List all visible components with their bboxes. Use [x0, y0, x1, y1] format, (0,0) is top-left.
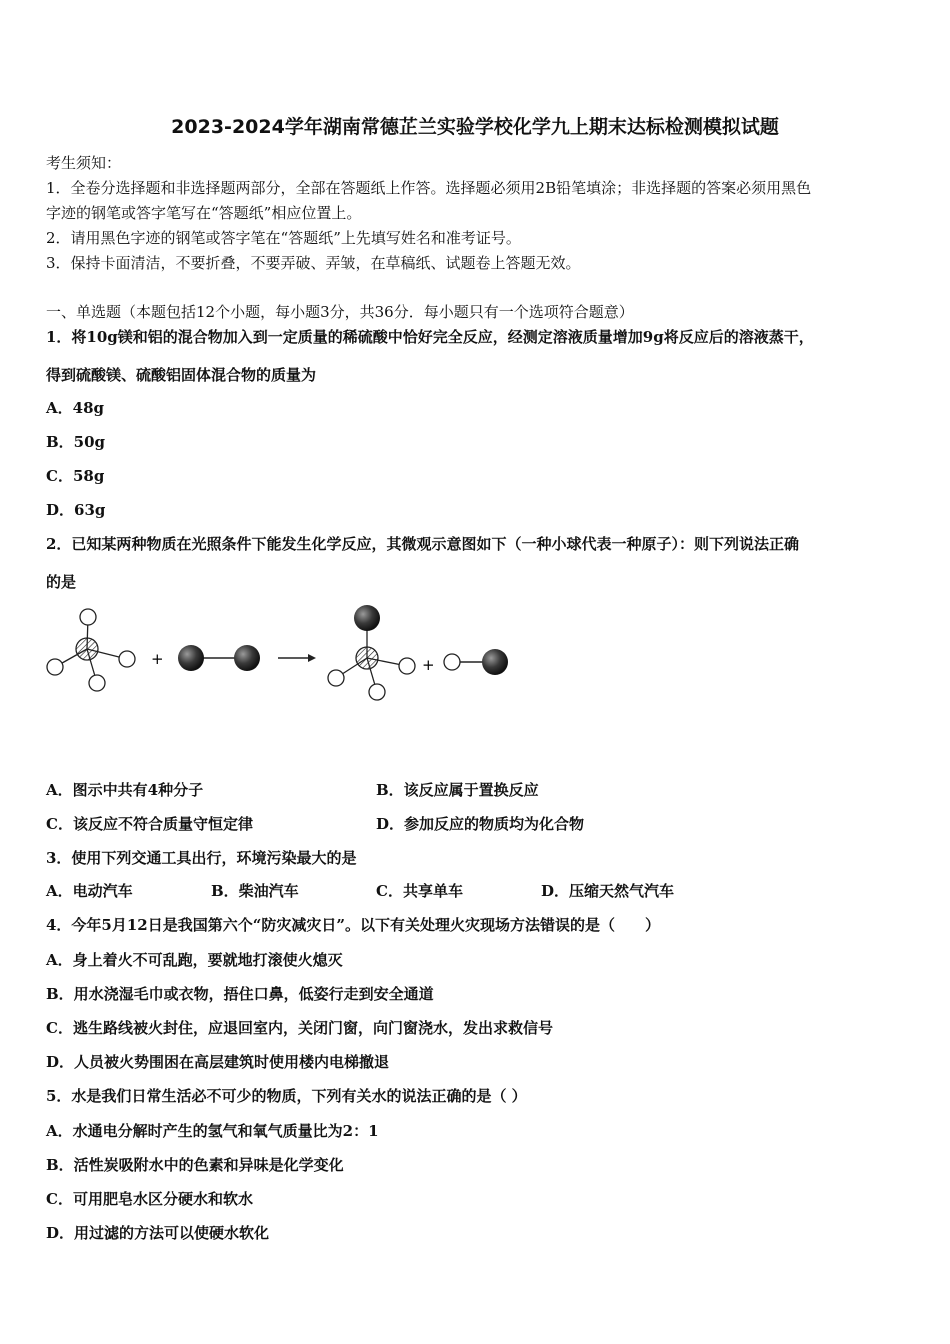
q5-option-a: A．水通电分解时产生的氢气和氧气质量比为2：1 — [46, 1122, 379, 1140]
reaction-diagram — [40, 600, 540, 710]
chlorine-molecule — [178, 645, 260, 671]
q1-option-a: A．48g — [46, 399, 105, 417]
notice-item-1: 1．全卷分选择题和非选择题两部分，全部在答题纸上作答。选择题必须用2B铅笔填涂；非选择题的答案必须用黑色 — [46, 179, 812, 197]
hydrogen-chloride-molecule — [444, 649, 508, 675]
q1-stem-line2: 得到硫酸镁、硫酸铝固体混合物的质量为 — [46, 366, 317, 384]
plus-sign-1: + — [151, 650, 164, 668]
reaction-arrow — [278, 654, 316, 662]
q5-stem: 5．水是我们日常生活必不可少的物质，下列有关水的说法正确的是（ ） — [46, 1087, 527, 1105]
q1-option-b: B．50g — [46, 433, 106, 451]
notice-heading: 考生须知： — [46, 154, 122, 172]
q3-stem: 3．使用下列交通工具出行，环境污染最大的是 — [46, 849, 357, 867]
q5-option-d: D．用过滤的方法可以使硬水软化 — [46, 1224, 270, 1242]
q3-option-b: B．柴油汽车 — [211, 882, 299, 900]
q1-option-c: C．58g — [46, 467, 105, 485]
q4-option-d: D．人员被火势围困在高层建筑时使用楼内电梯撤退 — [46, 1053, 390, 1071]
q3-option-d: D．压缩天然气汽车 — [541, 882, 675, 900]
q4-option-a: A．身上着火不可乱跑，要就地打滚使火熄灭 — [46, 951, 343, 969]
page-title: 2023-2024学年湖南常德芷兰实验学校化学九上期末达标检测模拟试题 — [171, 116, 779, 138]
q2-option-d: D．参加反应的物质均为化合物 — [376, 815, 585, 833]
plus-sign-2: + — [422, 656, 435, 674]
q2-stem-line2: 的是 — [46, 573, 77, 591]
q2-option-c: C．该反应不符合质量守恒定律 — [46, 815, 253, 833]
q4-option-c: C．逃生路线被火封住，应退回室内，关闭门窗，向门窗浇水，发出求救信号 — [46, 1019, 553, 1037]
notice-item-3: 3．保持卡面清洁，不要折叠，不要弄破、弄皱，在草稿纸、试题卷上答题无效。 — [46, 254, 581, 272]
q4-stem: 4．今年5月12日是我国第六个“防灾减灾日”。以下有关处理火灾现场方法错误的是（ ） — [46, 916, 661, 934]
section-heading: 一、单选题（本题包括12个小题，每小题3分，共36分．每小题只有一个选项符合题意） — [46, 303, 634, 321]
q2-stem-line1: 2．已知某两种物质在光照条件下能发生化学反应，其微观示意图如下（一种小球代表一种原子）：则下列说法正确 — [46, 535, 799, 553]
chloromethane-molecule — [328, 605, 415, 700]
q3-option-c: C．共享单车 — [376, 882, 463, 900]
q1-option-d: D．63g — [46, 501, 106, 519]
q2-option-b: B．该反应属于置换反应 — [376, 781, 539, 799]
notice-item-2: 2．请用黑色字迹的钢笔或答字笔在“答题纸”上先填写姓名和准考证号。 — [46, 229, 521, 247]
q3-option-a: A．电动汽车 — [46, 882, 133, 900]
q2-option-a: A．图示中共有4种分子 — [46, 781, 204, 799]
methane-molecule — [47, 609, 135, 691]
notice-item-1-cont: 字迹的钢笔或答字笔写在“答题纸”相应位置上。 — [46, 204, 362, 222]
q4-option-b: B．用水浇湿毛巾或衣物，捂住口鼻，低姿行走到安全通道 — [46, 985, 434, 1003]
q5-option-c: C．可用肥皂水区分硬水和软水 — [46, 1190, 253, 1208]
q1-stem-line1: 1．将10g镁和铝的混合物加入到一定质量的稀硫酸中恰好完全反应，经测定溶液质量增加9g将反应后的溶液蒸干， — [46, 328, 814, 346]
q5-option-b: B．活性炭吸附水中的色素和异味是化学变化 — [46, 1156, 344, 1174]
